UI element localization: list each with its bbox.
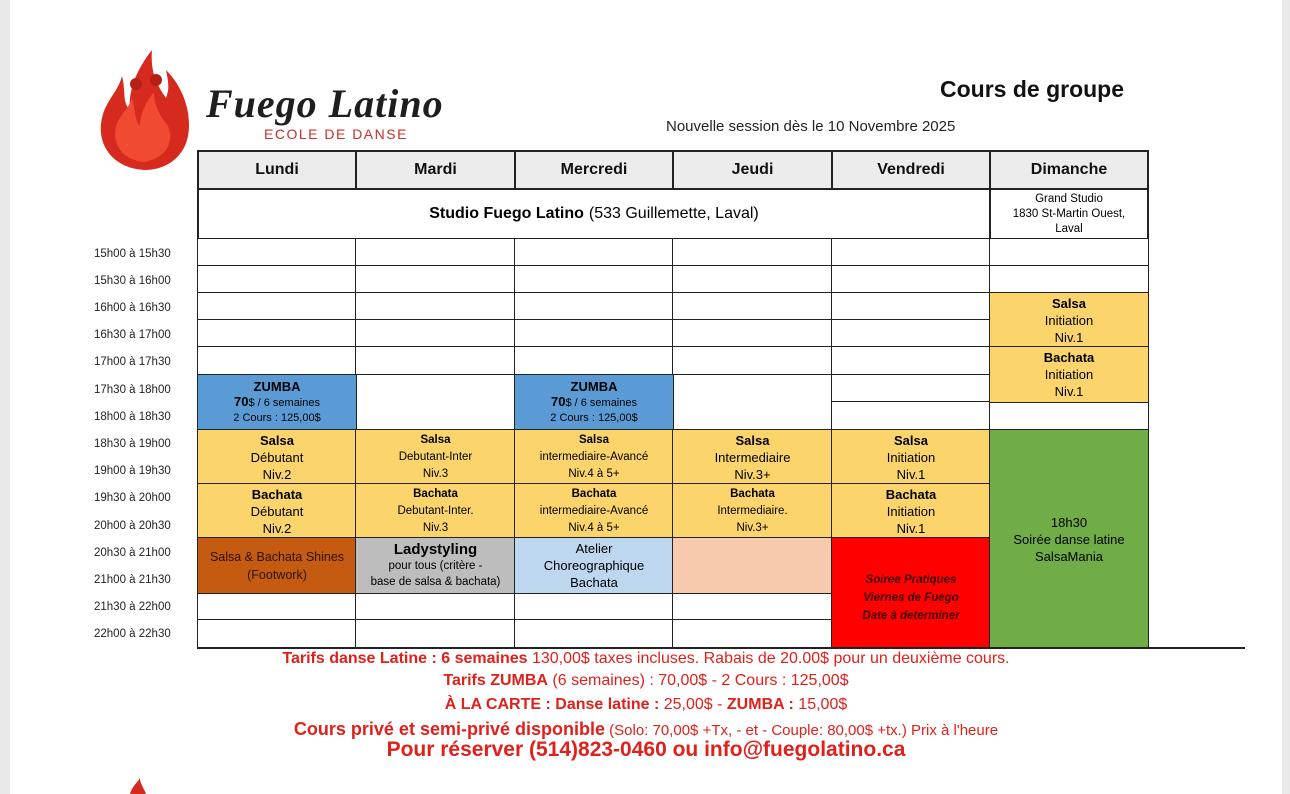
empty-slot <box>831 292 991 321</box>
footer-a-la-carte <box>10 696 1282 714</box>
class-empty-jeudi <box>672 537 833 594</box>
class-price-period: $ / 6 semaines <box>248 397 320 409</box>
class-niveau: Niv.4 à 5+ <box>568 521 620 534</box>
class-niveau: Niv.3 <box>422 467 449 480</box>
class-niveau: Niv.2 <box>262 466 292 482</box>
time-label: 19h30 à 20h00 <box>94 492 171 504</box>
class-bachata-mercredi <box>514 483 674 539</box>
empty-slot <box>672 319 833 348</box>
empty-slot <box>831 319 991 348</box>
class-bachata-dimanche <box>989 346 1149 403</box>
session-date: Nouvelle session dès le 10 Novembre 2025 <box>666 118 956 135</box>
class-level: intermediaire-Avancé <box>539 450 649 463</box>
empty-slot <box>989 265 1149 294</box>
footer-label: ZUMBA : <box>726 696 794 713</box>
class-title: Bachata <box>413 487 458 500</box>
empty-slot <box>514 319 674 348</box>
empty-slot <box>831 265 991 294</box>
time-label: 15h30 à 16h00 <box>94 275 171 287</box>
class-bachata-mardi <box>355 483 516 539</box>
class-subtitle: Choreographique <box>543 558 645 573</box>
empty-slot <box>355 346 516 376</box>
empty-slot <box>355 374 516 431</box>
class-note: Bachata <box>570 575 618 590</box>
footer-text: 25,00$ - <box>659 696 727 713</box>
class-niveau: Niv.4 à 5+ <box>568 467 620 480</box>
event-title: Soirée danse latine <box>1013 531 1125 547</box>
time-label: 20h30 à 21h00 <box>94 547 171 559</box>
empty-slot <box>514 292 674 321</box>
empty-slot <box>355 238 516 267</box>
time-label: 17h00 à 17h30 <box>94 356 171 368</box>
class-level: Initiation <box>1044 312 1094 328</box>
event-soiree-pratiques <box>831 537 991 649</box>
class-title: Atelier <box>575 541 613 556</box>
time-label: 18h00 à 18h30 <box>94 411 171 423</box>
class-title: Bachata <box>1043 350 1095 365</box>
footer-text: (6 semaines) : 70,00$ - 2 Cours : 125,00$ <box>547 672 849 689</box>
class-title: Salsa <box>260 432 294 448</box>
class-price-two: 2 Cours : 125,00$ <box>550 412 638 424</box>
footer-label: Cours privé et semi-privé disponible <box>293 719 605 739</box>
empty-slot <box>197 592 357 621</box>
empty-slot <box>355 319 516 348</box>
class-bachata-vendredi <box>831 483 991 539</box>
time-label: 21h30 à 22h00 <box>94 601 171 613</box>
empty-slot <box>831 374 991 403</box>
empty-slot <box>672 592 833 621</box>
day-header-mercredi: Mercredi <box>514 150 674 190</box>
class-level: Intermediaire. <box>717 504 788 517</box>
footer-text: 15,00$ <box>793 696 848 713</box>
time-label: 16h30 à 17h00 <box>94 329 171 341</box>
class-niveau: Niv.3+ <box>734 466 771 482</box>
time-label: 18h30 à 19h00 <box>94 438 171 450</box>
class-price-amount: 70 <box>550 394 566 409</box>
empty-slot <box>514 619 674 649</box>
class-title: Bachata <box>730 487 775 500</box>
empty-slot <box>831 401 991 431</box>
class-title: Salsa & Bachata Shines <box>209 549 345 564</box>
class-level: Débutant <box>250 449 304 465</box>
empty-slot <box>672 265 833 294</box>
class-title: ZUMBA <box>570 379 618 394</box>
class-atelier-mercredi <box>514 537 674 594</box>
grand-studio-city: Laval <box>1055 222 1083 235</box>
class-price-period: $ / 6 semaines <box>565 397 637 409</box>
empty-slot <box>197 619 357 649</box>
empty-slot <box>355 592 516 621</box>
class-level: Initiation <box>886 503 936 519</box>
empty-slot <box>989 401 1149 431</box>
class-bachata-jeudi <box>672 483 833 539</box>
class-salsa-mardi <box>355 429 516 485</box>
empty-slot <box>197 238 357 267</box>
empty-slot <box>831 238 991 267</box>
class-bachata-lundi <box>197 483 357 539</box>
grand-studio-info <box>989 188 1149 240</box>
day-header-vendredi: Vendredi <box>831 150 991 190</box>
class-level: intermediaire-Avancé <box>539 504 649 517</box>
empty-slot <box>514 346 674 376</box>
class-title: Ladystyling <box>393 540 478 558</box>
grand-studio-street: 1830 St-Martin Ouest, <box>1012 207 1126 220</box>
time-label: 22h00 à 22h30 <box>94 628 171 640</box>
class-salsa-mercredi <box>514 429 674 485</box>
event-title: Soiree Pratiques <box>865 574 957 586</box>
class-level: Initiation <box>1044 367 1094 382</box>
class-title: ZUMBA <box>253 379 301 394</box>
brand-name: Fuego Latino <box>206 81 444 126</box>
class-note: base de salsa & bachata) <box>370 575 501 588</box>
empty-slot <box>355 292 516 321</box>
time-label: 21h00 à 21h30 <box>94 574 171 586</box>
time-label: 15h00 à 15h30 <box>94 248 171 260</box>
class-subtitle: (Footwork) <box>247 567 307 582</box>
flame-logo-icon <box>92 40 196 172</box>
empty-slot <box>514 238 674 267</box>
day-header-dimanche: Dimanche <box>989 150 1149 190</box>
schedule-page <box>10 0 1282 794</box>
class-title: Salsa <box>1052 295 1086 311</box>
empty-slot <box>197 265 357 294</box>
brand-tagline: ECOLE DE DANSE <box>264 126 408 142</box>
studio-banner <box>197 188 991 240</box>
class-salsa-jeudi <box>672 429 833 485</box>
class-title: Salsa <box>420 433 451 446</box>
footer-text: 130,00$ taxes incluses. Rabais de 20.00$ pour un deuxième cours. <box>527 650 1010 667</box>
class-ladystyling-mardi <box>355 537 516 594</box>
empty-slot <box>514 592 674 621</box>
class-title: Bachata <box>885 486 937 502</box>
empty-slot <box>197 346 357 376</box>
class-niveau: Niv.3+ <box>736 521 769 534</box>
class-niveau: Niv.1 <box>1054 329 1084 345</box>
schedule-grid <box>197 150 1149 649</box>
footer-reservation: Pour réserver (514)823-0460 ou info@fuegolatino.ca <box>386 738 906 761</box>
class-level: Debutant-Inter <box>398 450 473 463</box>
class-zumba-mercredi <box>514 374 674 431</box>
class-level: Initiation <box>886 449 936 465</box>
footer-tarifs-latine <box>10 650 1282 668</box>
time-label: 17h30 à 18h00 <box>94 384 171 396</box>
day-header-lundi: Lundi <box>197 150 357 190</box>
class-niveau: Niv.1 <box>896 520 926 536</box>
event-soiree-dimanche <box>989 429 1149 649</box>
class-price-two: 2 Cours : 125,00$ <box>233 412 321 424</box>
day-header-mardi: Mardi <box>355 150 516 190</box>
day-header-jeudi: Jeudi <box>672 150 833 190</box>
footer-tarifs-zumba <box>10 672 1282 690</box>
empty-slot <box>355 265 516 294</box>
studio-address: (533 Guillemette, Laval) <box>588 205 759 222</box>
class-title: Salsa <box>735 432 770 448</box>
empty-slot <box>355 619 516 649</box>
page-title: Cours de groupe <box>940 76 1125 102</box>
grand-studio-name: Grand Studio <box>1035 192 1103 205</box>
event-time: 18h30 <box>1050 514 1088 530</box>
studio-name: Studio Fuego Latino <box>429 205 584 222</box>
footer-label: Tarifs ZUMBA <box>443 672 548 689</box>
class-shines-lundi <box>197 537 357 594</box>
empty-slot <box>514 265 674 294</box>
empty-slot <box>989 238 1149 267</box>
flame-fragment-icon <box>126 778 148 794</box>
class-niveau: Niv.2 <box>262 520 292 536</box>
class-subtitle: pour tous (critère - <box>388 559 483 572</box>
time-label: 16h00 à 16h30 <box>94 302 171 314</box>
class-salsa-vendredi <box>831 429 991 485</box>
event-subtitle: Viernes de Fuego <box>863 592 959 604</box>
footer-label: À LA CARTE : Danse latine : <box>444 696 660 713</box>
class-title: Bachata <box>251 486 303 502</box>
class-title: Salsa <box>894 432 928 448</box>
class-level: Débutant <box>250 503 304 519</box>
class-niveau: Niv.1 <box>1054 384 1084 399</box>
class-zumba-lundi <box>197 374 357 431</box>
grid-bottom-rule <box>197 647 1245 649</box>
empty-slot <box>672 346 833 376</box>
class-level: Debutant-Inter. <box>397 504 474 517</box>
footer-label: Tarifs danse Latine : 6 semaines <box>282 650 528 667</box>
empty-slot <box>197 292 357 321</box>
class-title: Salsa <box>578 433 610 446</box>
class-title: Bachata <box>571 487 617 500</box>
time-label: 20h00 à 20h30 <box>94 520 171 532</box>
class-price-amount: 70 <box>233 394 249 409</box>
empty-slot <box>831 346 991 376</box>
class-salsa-dimanche <box>989 292 1149 348</box>
time-label: 19h00 à 19h30 <box>94 465 171 477</box>
class-niveau: Niv.3 <box>422 521 449 534</box>
class-salsa-lundi <box>197 429 357 485</box>
class-level: Intermediaire <box>714 449 791 465</box>
empty-slot <box>672 374 833 431</box>
empty-slot <box>197 319 357 348</box>
empty-slot <box>672 292 833 321</box>
event-date: Date à determiner <box>862 610 960 622</box>
footer-cours-prive <box>10 719 1282 740</box>
class-niveau: Niv.1 <box>896 466 926 482</box>
event-subtitle: SalsaMania <box>1035 548 1103 564</box>
footer-text: (Solo: 70,00$ +Tx, - et - Couple: 80,00$ +tx.) Prix à l'heure <box>605 722 999 739</box>
empty-slot <box>672 238 833 267</box>
empty-slot <box>672 619 833 649</box>
